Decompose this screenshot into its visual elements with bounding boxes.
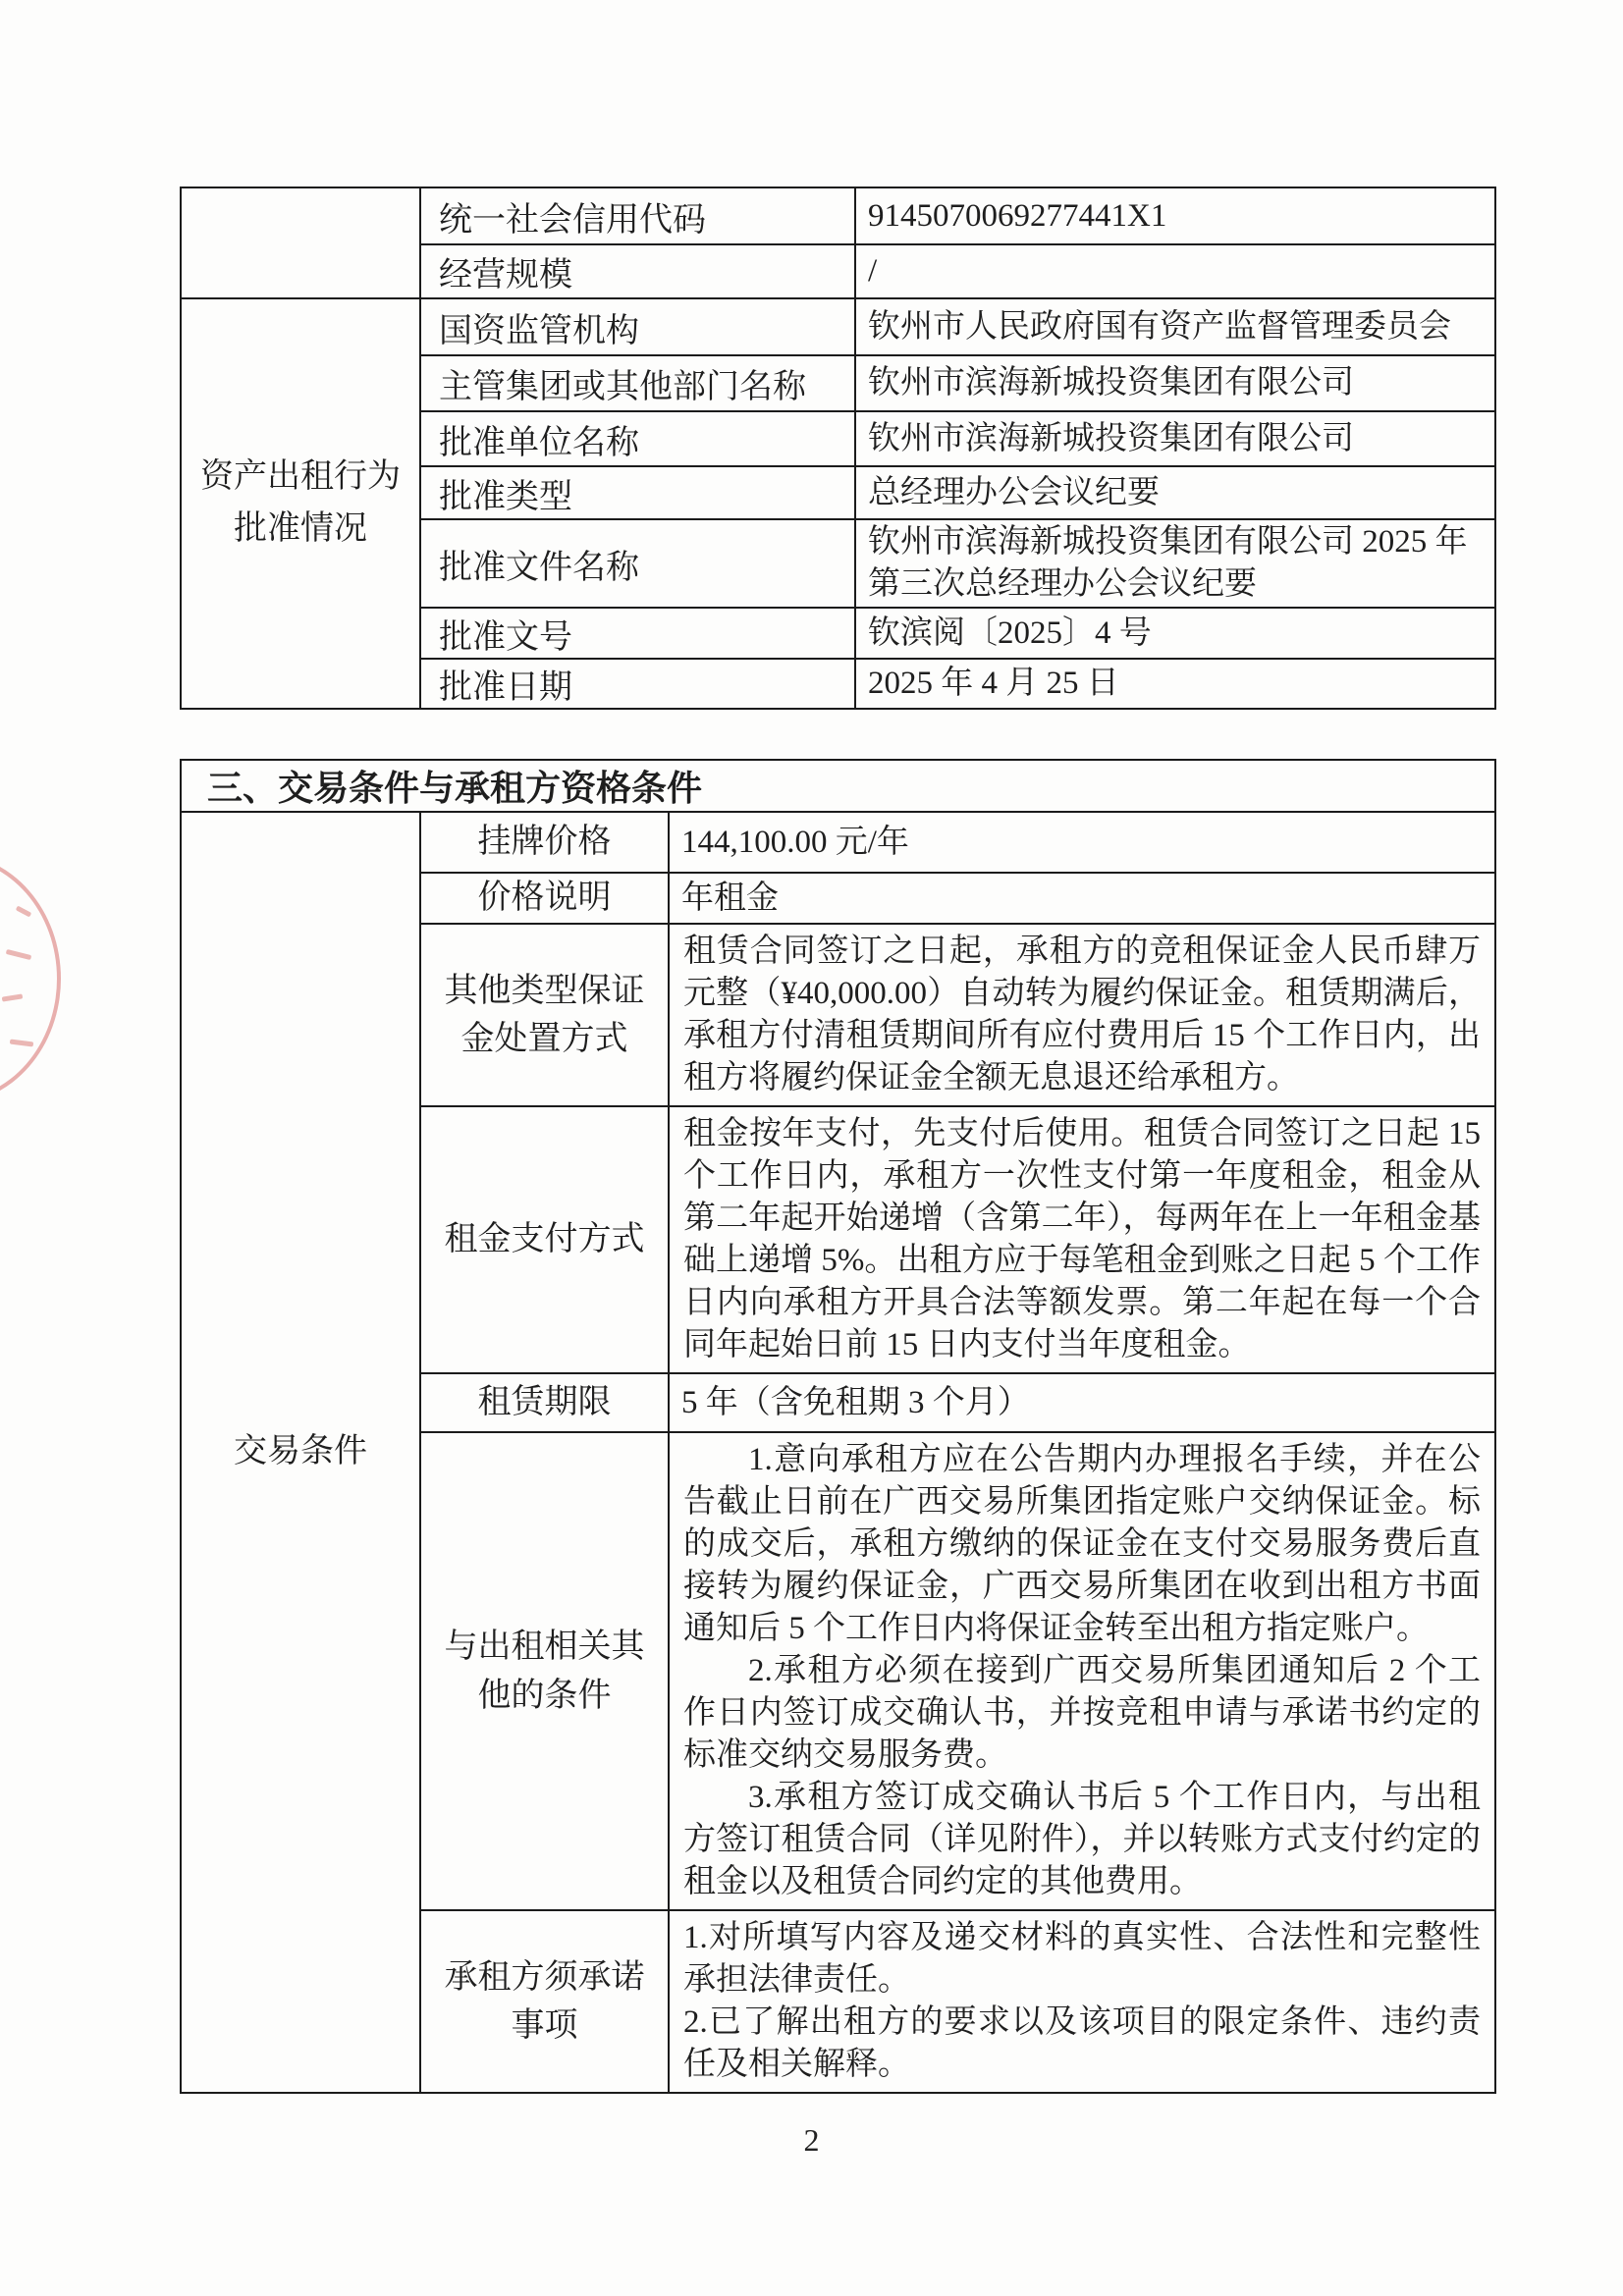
row-label — [420, 1432, 669, 1910]
paragraph: 租赁合同签订之日起，承租方的竞租保证金人民币肆万元整（¥40,000.00）自动转为履约保证金。租赁期满后，承租方付清租赁期间所有应付费用后 15 个工作日内，出租方将履约保证金全额无息退还给承租方。 — [683, 934, 1482, 1095]
row-value: 总经理办公会议纪要 — [855, 466, 1495, 519]
table-row — [181, 812, 1495, 873]
row-value: 钦州市滨海新城投资集团有限公司 — [855, 411, 1495, 466]
paragraph: 1.对所填写内容及递交材料的真实性、合法性和完整性承担法律责任。 — [683, 1920, 1482, 1998]
row-value: 钦州市滨海新城投资集团有限公司 — [855, 355, 1495, 411]
empty-section-cell — [181, 187, 420, 298]
seal-arc — [0, 854, 61, 1103]
row-label: 价格说明 — [420, 873, 669, 924]
approval-info-table — [180, 187, 1496, 710]
paragraph: 1.意向承租方应在公告期内办理报名手续，并在公告截止日前在广西交易所集团指定账户交纳保证金。标的成交后，承租方缴纳的保证金在支付交易服务费后直接转为履约保证金，广西交易所集团在收到出租方书面通知后 5 个工作日内将保证金转至出租方指定账户。 — [683, 1442, 1482, 1646]
row-value: 钦州市滨海新城投资集团有限公司 2025 年第三次总经理办公会议纪要 — [855, 519, 1495, 608]
row-value: 钦州市人民政府国有资产监督管理委员会 — [855, 298, 1495, 355]
paragraph: 2.已了解出租方的要求以及该项目的限定条件、违约责任及相关解释。 — [683, 2004, 1482, 2082]
section-label-line: 资产出租行为 — [200, 458, 401, 496]
row-label: 主管集团或其他部门名称 — [420, 355, 855, 411]
row-label-line: 金处置方式 — [460, 1021, 628, 1057]
trade-conditions-table — [180, 759, 1496, 2094]
table-row — [181, 187, 1495, 244]
section-label-approval — [181, 298, 420, 709]
paragraph: 2.承租方必须在接到广西交易所集团通知后 2 个工作日内签订成交确认书，并按竞租申请与承诺书约定的标准交纳交易服务费。 — [683, 1653, 1482, 1773]
seal-ink-mark — [2, 993, 24, 1001]
row-label: 批准文号 — [420, 608, 855, 659]
row-label: 挂牌价格 — [420, 812, 669, 873]
section-title: 三、交易条件与承租方资格条件 — [181, 760, 1495, 812]
row-label-line: 其他类型保证 — [444, 972, 645, 1009]
seal-ink-mark — [16, 906, 31, 918]
seal-ink-mark — [10, 1040, 33, 1047]
row-label: 批准单位名称 — [420, 411, 855, 466]
row-value — [669, 1910, 1495, 2093]
row-label-line: 事项 — [511, 2007, 578, 2044]
row-label: 批准文件名称 — [420, 519, 855, 608]
table-row — [181, 298, 1495, 355]
section-label-trade-conditions: 交易条件 — [181, 812, 420, 2093]
row-label: 批准日期 — [420, 659, 855, 709]
row-value: 2025 年 4 月 25 日 — [855, 659, 1495, 709]
table-header-row — [181, 760, 1495, 812]
row-value: 钦滨阅〔2025〕4 号 — [855, 608, 1495, 659]
row-label: 国资监管机构 — [420, 298, 855, 355]
row-value: 144,100.00 元/年 — [669, 812, 1495, 873]
row-value — [669, 924, 1495, 1106]
page-number: 2 — [803, 2122, 820, 2158]
seal-ink-mark — [6, 949, 31, 960]
row-value — [669, 1106, 1495, 1373]
row-label: 经营规模 — [420, 244, 855, 298]
red-seal-stamp — [0, 846, 79, 1107]
row-value: 年租金 — [669, 873, 1495, 924]
row-label — [420, 924, 669, 1106]
row-label-line: 承租方须承诺 — [444, 1958, 645, 1996]
row-label-line: 他的条件 — [477, 1677, 612, 1714]
row-value: / — [855, 244, 1495, 298]
row-label: 租赁期限 — [420, 1373, 669, 1432]
row-label: 统一社会信用代码 — [420, 187, 855, 244]
paragraph: 3.承租方签订成交确认书后 5 个工作日内，与出租方签订租赁合同（详见附件），并以转账方式支付约定的租金以及租赁合同约定的其他费用。 — [683, 1780, 1482, 1899]
paragraph: 租金按年支付，先支付后使用。租赁合同签订之日起 15 个工作日内，承租方一次性支付第一年度租金，租金从第二年起开始递增（含第二年），每两年在上一年租金基础上递增 5%。出租方应于每笔租金到账之日起 5 个工作日内向承租方开具合法等额发票。第二年起在每一个合同年起始日前 15 日内支付当年度租金。 — [683, 1116, 1482, 1362]
row-value — [669, 1432, 1495, 1910]
row-label-line: 与出租相关其 — [444, 1629, 645, 1666]
row-value: 5 年（含免租期 3 个月） — [669, 1373, 1495, 1432]
row-label — [420, 1910, 669, 2093]
section-label-line: 批准情况 — [234, 510, 367, 547]
row-label: 批准类型 — [420, 466, 855, 519]
row-label: 租金支付方式 — [420, 1106, 669, 1373]
row-value: 9145070069277441X1 — [855, 187, 1495, 244]
